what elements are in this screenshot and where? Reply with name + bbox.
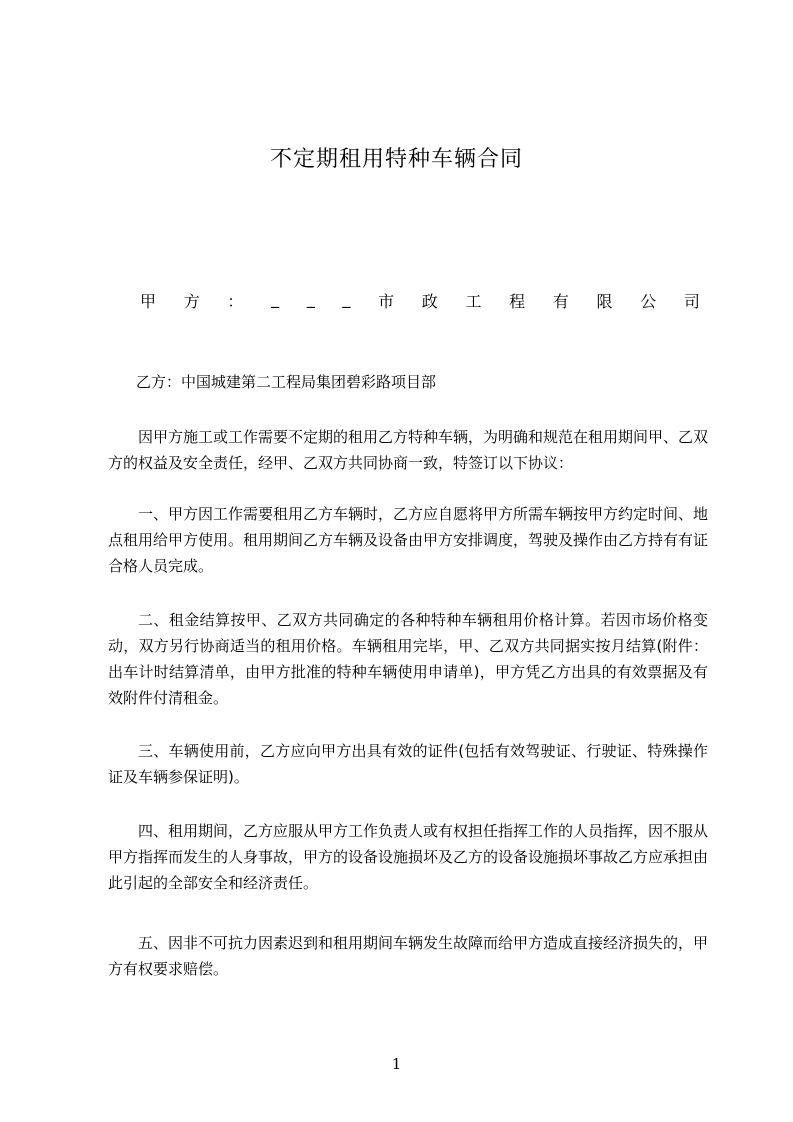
clause-4-paragraph: 四、租用期间，乙方应服从甲方工作负责人或有权担任指挥工作的人员指挥，因不服从甲方指挥而发生的人身事故，甲方的设备设施损坏及乙方的设备设施损坏事故乙方应承担由此引起的全部安全和经济责任。 (108, 822, 709, 892)
party-a-char: ： (227, 292, 244, 311)
party-a-char: _ (306, 289, 315, 308)
party-a-char: _ (342, 289, 351, 308)
party-a-char: 方 (183, 292, 200, 311)
document-title: 不定期租用特种车辆合同 (269, 147, 523, 172)
party-b-line: 乙方：中国城建第二工程局集团碧彩路项目部 (136, 373, 437, 391)
party-a-char: 有 (552, 292, 569, 311)
clause-3-paragraph: 三、车辆使用前，乙方应向甲方出具有效的证件(包括有效驾驶证、行驶证、特殊操作证及车辆参保证明)。 (108, 742, 708, 786)
party-a-char: 甲 (140, 292, 157, 311)
page-number: 1 (391, 1055, 402, 1073)
clause-1-paragraph: 一、甲方因工作需要租用乙方车辆时，乙方应自愿将甲方所需车辆按甲方约定时间、地点租用给甲方使用。租用期间乙方车辆及设备由甲方安排调度，驾驶及操作由乙方持有有证合格人员完成。 (108, 505, 709, 575)
party-a-char: 政 (421, 292, 438, 311)
party-a-char: 公 (640, 292, 657, 311)
party-a-line (140, 289, 700, 312)
party-a-char: _ (271, 289, 280, 308)
party-a-char: 程 (509, 292, 526, 311)
party-a-char: 市 (378, 292, 395, 311)
intro-paragraph: 因甲方施工或工作需要不定期的租用乙方特种车辆，为明确和规范在租用期间甲、乙双方的权益及安全责任，经甲、乙双方共同协商一致，特签订以下协议： (108, 428, 709, 472)
party-a-char: 司 (683, 292, 700, 311)
party-a-char: 工 (465, 292, 482, 311)
clause-2-paragraph: 二、租金结算按甲、乙双方共同确定的各种特种车辆租用价格计算。若因市场价格变动，双方另行协商适当的租用价格。车辆租用完毕，甲、乙双方共同据实按月结算(附件：出车计时结算清单，由甲方批准的特种车辆使用申请单)，甲方凭乙方出具的有效票据及有效附件付清租金。 (108, 611, 708, 707)
party-a-char: 限 (596, 292, 613, 311)
clause-5-paragraph: 五、因非不可抗力因素迟到和租用期间车辆发生故障而给甲方造成直接经济损失的，甲方有权要求赔偿。 (108, 934, 709, 978)
